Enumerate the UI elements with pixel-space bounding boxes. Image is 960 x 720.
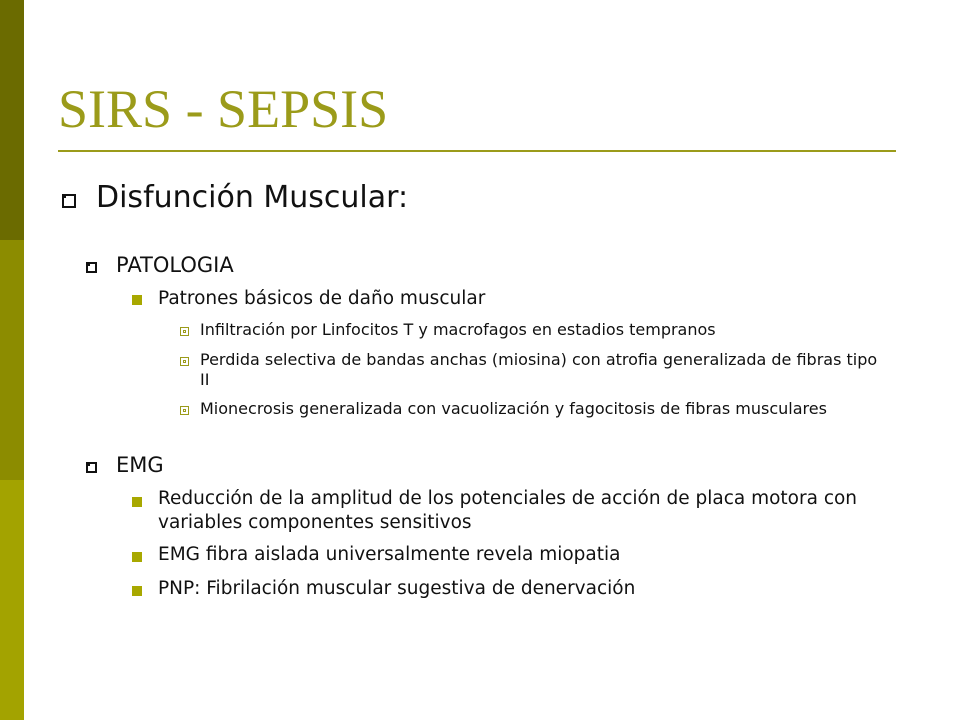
sidebar-segment-bottom (0, 480, 24, 720)
small-square-bullet-icon (180, 327, 189, 336)
sidebar-segment-top (0, 0, 24, 240)
filled-square-bullet-icon (132, 552, 142, 562)
filled-square-bullet-icon (132, 497, 142, 507)
list-subitem: Perdida selectiva de bandas anchas (miosina) con atrofia generalizada de fibras tipo II (200, 350, 878, 389)
sidebar-segment-middle (0, 240, 24, 480)
small-square-bullet-icon (180, 406, 189, 415)
list-item: PNP: Fibrilación muscular sugestiva de denervación (158, 578, 636, 599)
square-bullet-icon (62, 194, 76, 208)
section-label-emg: EMG (116, 453, 164, 477)
sidebar-stripe (0, 0, 24, 720)
list-subitem: Mionecrosis generalizada con vacuolización y fagocitosis de fibras musculares (200, 399, 827, 418)
filled-square-bullet-icon (132, 586, 142, 596)
slide-heading: Disfunción Muscular: (96, 180, 409, 215)
list-item: Patrones básicos de daño muscular (158, 288, 486, 309)
square-bullet-icon (86, 262, 97, 273)
section-label-patologia: PATOLOGIA (116, 253, 234, 277)
small-square-bullet-icon (180, 357, 189, 366)
slide-title: SIRS - SEPSIS (58, 79, 389, 139)
list-item: EMG fibra aislada universalmente revela miopatia (158, 544, 621, 565)
filled-square-bullet-icon (132, 295, 142, 305)
list-item: Reducción de la amplitud de los potenciales de acción de placa motora con variables componentes sensitivos (158, 488, 858, 533)
title-divider (58, 150, 896, 152)
list-subitem: Infiltración por Linfocitos T y macrofagos en estadios tempranos (200, 320, 716, 339)
square-bullet-icon (86, 462, 97, 473)
